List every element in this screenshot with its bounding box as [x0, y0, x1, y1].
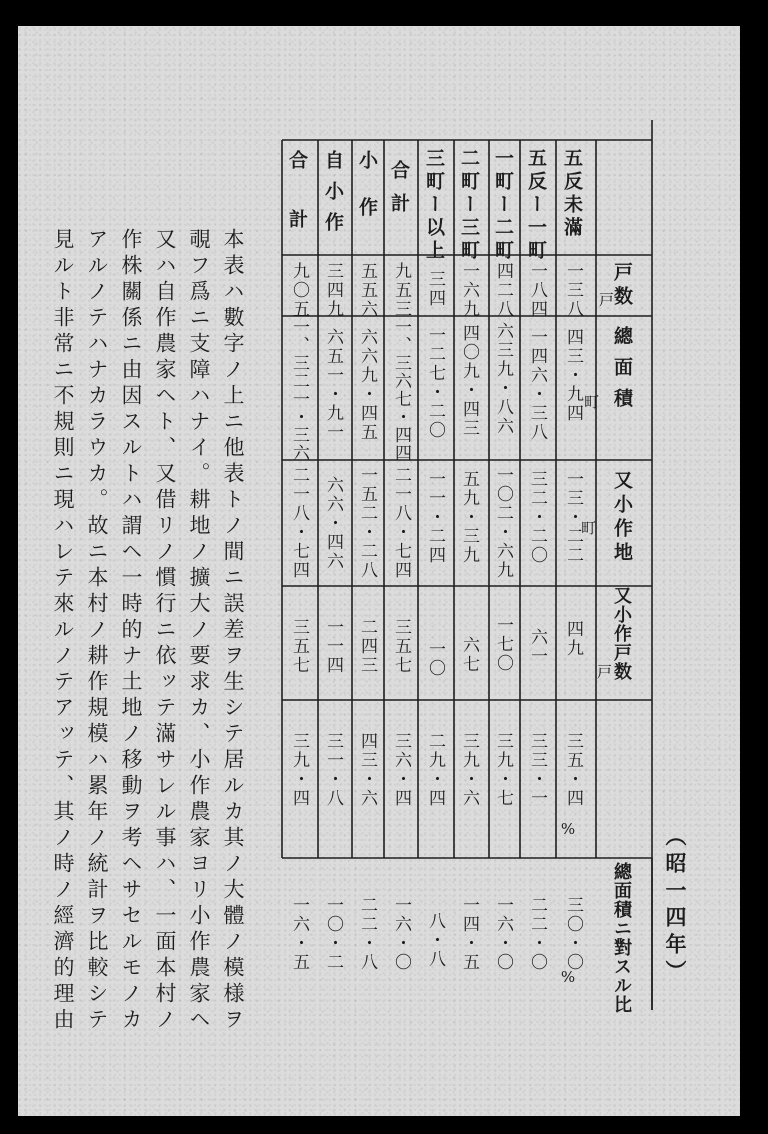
- prose-line-5: アルノテハナカラウカ。故ニ本村ノ耕作規模ハ累年ノ統計ヲ比較シテ: [85, 228, 109, 1034]
- prose-line-2: 覗フ爲ニ支障ハナイ。耕地ノ擴大ノ要求カ、小作農家ヨリ小作農家ヘ: [187, 228, 211, 1034]
- cell-households: 四二八: [493, 262, 513, 319]
- cell-households: 三四: [425, 270, 445, 308]
- cell-tenant-land: 六六・四六: [323, 476, 343, 571]
- cell-households: 五五六: [357, 262, 377, 319]
- row-label-1: 五反未滿: [561, 148, 583, 240]
- year-label: （昭一四年）: [663, 825, 688, 987]
- cell-tenant-households: 三五七: [391, 618, 411, 675]
- cell-tenant-land: 一三・二二: [563, 470, 583, 565]
- unit-ratio-area: %: [559, 968, 577, 988]
- cell-ratio-households: 三三・一: [527, 732, 547, 808]
- prose-line-4: 作株關係ニ由因スルトハ謂ヘ一時的ナ土地ノ移動ヲ考ヘサセルモノカ: [119, 228, 143, 1034]
- cell-ratio-households: 三九・六: [459, 732, 479, 808]
- cell-ratio-area: 一六・〇: [493, 896, 513, 972]
- cell-total-area: 一四六・三八: [527, 328, 547, 442]
- row-label-2: 五反ー一町: [525, 148, 547, 263]
- row-label-7: 小作: [356, 150, 378, 244]
- col-header-ratio-area: 總面積ニ對スル比: [611, 862, 632, 1014]
- cell-tenant-land: 五九・三九: [459, 470, 479, 565]
- row-label-6: 合計: [388, 160, 410, 226]
- cell-total-area: 四〇九・四三: [459, 324, 479, 438]
- cell-ratio-households: 三九・七: [493, 732, 513, 808]
- unit-tenant-land: 町: [579, 520, 597, 537]
- cell-tenant-households: 一一四: [323, 618, 343, 675]
- row-label-9: 合計: [286, 150, 308, 268]
- unit-households: 戸: [597, 292, 615, 309]
- cell-total-area: 四三・九四: [563, 328, 583, 423]
- cell-ratio-area: 二二・八: [357, 896, 377, 972]
- cell-ratio-households: 三六・四: [391, 732, 411, 808]
- cell-ratio-area: 三〇・〇: [563, 896, 583, 972]
- body-text: [46, 228, 250, 1068]
- cell-ratio-area: 一〇・二: [323, 896, 343, 972]
- row-label-5: 三町ー以上: [423, 148, 445, 263]
- cell-households: 一八四: [527, 262, 547, 319]
- cell-tenant-land: 一〇二・六九: [493, 466, 513, 580]
- cell-ratio-households: 三五・四: [563, 732, 583, 808]
- row-label-8: 自小作: [322, 150, 344, 243]
- cell-ratio-households: 四三・六: [357, 732, 377, 808]
- cell-total-area: 六三九・八六: [493, 322, 513, 436]
- cell-tenant-land: 一五二・二八: [357, 466, 377, 580]
- cell-total-area: 一、三六七・四四: [391, 318, 411, 462]
- cell-total-area: 六五一・九一: [323, 328, 343, 442]
- cell-ratio-households: 三一・八: [323, 732, 343, 808]
- row-label-4: 二町ー三町: [458, 148, 480, 263]
- unit-ratio-households: %: [559, 820, 577, 840]
- cell-tenant-land: 三二・二〇: [527, 470, 547, 565]
- cell-households: 三四九: [323, 262, 343, 319]
- cell-total-area: 一、三二一・三六: [289, 318, 309, 462]
- prose-line-6: 見ルト非常ニ不規則ニ現ハレテ來ルノテアッテ、其ノ時ノ經濟的理由: [51, 228, 75, 1034]
- cell-total-area: 一二七・二〇: [425, 326, 445, 440]
- col-header-tenant-households: 又小作戸数: [611, 586, 632, 681]
- col-header-tenant-land: 又小作地: [611, 470, 633, 566]
- unit-total-area: 町: [582, 394, 600, 411]
- cell-tenant-households: 一〇: [425, 640, 445, 678]
- cell-tenant-households: 三五七: [289, 618, 309, 675]
- cell-tenant-households: 六一: [527, 628, 547, 666]
- cell-tenant-land: 二一八・七四: [391, 466, 411, 580]
- col-header-households: 戸数: [611, 262, 633, 310]
- prose-line-3: 又ハ自作農家ヘト、又借リノ慣行ニ依ッテ滿サレル事ハ、一面本村ノ: [153, 228, 177, 1034]
- cell-households: 九五三: [391, 262, 411, 319]
- cell-total-area: 六六九・四五: [357, 328, 377, 442]
- cell-tenant-land: 一一・二四: [425, 470, 445, 565]
- cell-ratio-area: 一四・五: [459, 896, 479, 972]
- cell-tenant-land: 二一八・七四: [289, 466, 309, 580]
- cell-tenant-households: 六七: [459, 636, 479, 674]
- cell-ratio-area: 二二・〇: [527, 896, 547, 972]
- cell-tenant-households: 四九: [563, 620, 583, 658]
- cell-tenant-households: 二四三: [357, 618, 377, 675]
- cell-ratio-households: 二九・四: [425, 732, 445, 808]
- row-label-3: 一町ー二町: [492, 148, 514, 263]
- cell-households: 一六九: [459, 262, 479, 319]
- cell-tenant-households: 一七〇: [493, 616, 513, 673]
- cell-households: 九〇五: [289, 262, 309, 319]
- cell-ratio-area: 一六・〇: [391, 896, 411, 972]
- cell-ratio-area: 一六・五: [289, 896, 309, 972]
- cell-ratio-area: 八・八: [425, 912, 445, 969]
- col-header-total-area: 總面積: [611, 326, 633, 419]
- prose-line-1: 本表ハ數字ノ上ニ他表トノ間ニ誤差ヲ生シテ居ルカ其ノ大體ノ模様ヲ: [221, 228, 245, 1034]
- cell-ratio-households: 三九・四: [289, 732, 309, 808]
- unit-tenant-households: 戸: [595, 664, 613, 681]
- cell-households: 一三八: [563, 262, 583, 319]
